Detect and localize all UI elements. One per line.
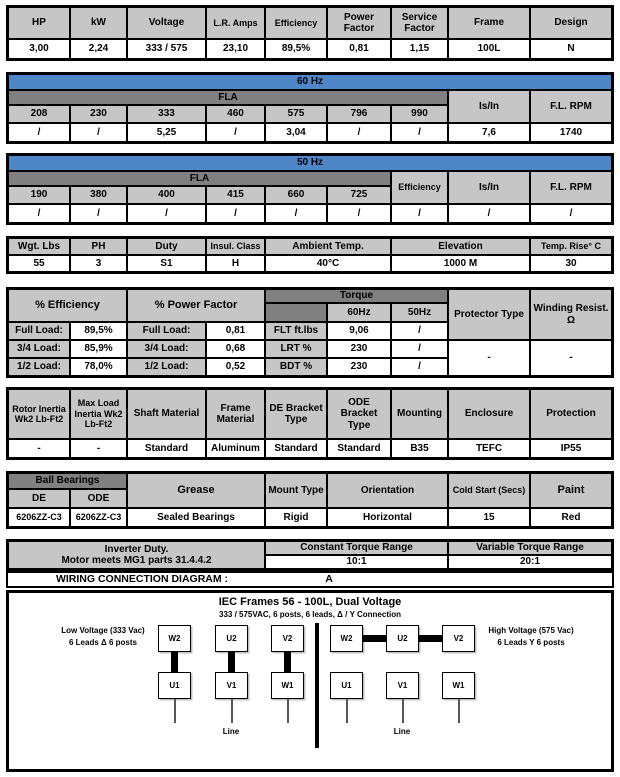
fla-50-value: / xyxy=(266,205,326,222)
shaft-material-value: Standard xyxy=(128,440,205,457)
paint-header: Paint xyxy=(531,474,611,507)
terminal-w2-low: W2 xyxy=(158,625,191,652)
fla-50-value: / xyxy=(128,205,205,222)
kw-value: 2,24 xyxy=(71,40,126,58)
terminal-v2-high: V2 xyxy=(442,625,475,652)
fla-50-volt: 190 xyxy=(9,187,69,203)
bdt-label: BDT % xyxy=(266,359,326,375)
isin-60-value: 7,6 xyxy=(449,124,529,141)
terminal-w2-high: W2 xyxy=(330,625,363,652)
fla-50-header: FLA xyxy=(9,172,390,185)
fla-50-value: / xyxy=(328,205,390,222)
fla-60-header: FLA xyxy=(9,91,447,104)
bdt-60hz-value: 230 xyxy=(328,359,390,375)
ball-bearings-title: Ball Bearings xyxy=(9,474,126,488)
line-lead xyxy=(287,699,289,723)
jumper-bar xyxy=(284,652,291,672)
ratings-table xyxy=(6,5,614,61)
fla-60-volt: 575 xyxy=(266,106,326,122)
enclosure-header: Enclosure xyxy=(449,390,529,438)
pf-12-load-value: 0,52 xyxy=(207,359,264,375)
paint-value: Red xyxy=(531,509,611,526)
line-lead xyxy=(346,699,348,723)
fla-50-value: / xyxy=(207,205,264,222)
hp-header: HP xyxy=(9,8,69,38)
hp-value: 3,00 xyxy=(9,40,69,58)
shorting-bar xyxy=(419,635,442,642)
pf-34-load-label: 3/4 Load: xyxy=(128,341,205,357)
fla-50-volt: 380 xyxy=(71,187,126,203)
bearings-table xyxy=(6,471,614,529)
power-factor-section-title: % Power Factor xyxy=(128,290,264,321)
fla-60-volt: 796 xyxy=(328,106,390,122)
ph-value: 3 xyxy=(71,256,126,271)
de-bearing-header: DE xyxy=(9,490,69,507)
protector-type-value: - xyxy=(449,341,529,375)
flrpm-50-value: / xyxy=(531,205,611,222)
mounting-value: B35 xyxy=(392,440,447,457)
jumper-bar xyxy=(228,652,235,672)
de-bearing-value: 6206ZZ-C3 xyxy=(9,509,69,526)
high-voltage-line2: 6 Leads Y 6 posts xyxy=(497,638,565,647)
grease-value: Sealed Bearings xyxy=(128,509,264,526)
cold-start-value: 15 xyxy=(449,509,529,526)
line-lead xyxy=(231,699,233,723)
fla-60-value: / xyxy=(207,124,264,141)
lr-amps-value: 23,10 xyxy=(207,40,264,58)
sixty-hz-title: 60 Hz xyxy=(9,75,611,89)
efficiency-value: 89,5% xyxy=(266,40,326,58)
duty-header: Duty xyxy=(128,239,205,254)
fla-60-value: 5,25 xyxy=(128,124,205,141)
ode-bracket-header: ODE Bracket Type xyxy=(328,390,390,438)
fla-60-volt: 990 xyxy=(392,106,447,122)
frame-header: Frame xyxy=(449,8,529,38)
de-bracket-value: Standard xyxy=(266,440,326,457)
fla-50-value: / xyxy=(9,205,69,222)
voltage-header: Voltage xyxy=(128,8,205,38)
ode-bearing-header: ODE xyxy=(71,490,126,507)
eff-34-load-value: 85,9% xyxy=(71,341,126,357)
efficiency-50-value: / xyxy=(392,205,447,222)
line-label-right: Line xyxy=(393,727,411,736)
frame-material-header: Frame Material xyxy=(207,390,264,438)
flrpm-50-header: F.L. RPM xyxy=(531,172,611,203)
eff-full-load-value: 89,5% xyxy=(71,323,126,339)
constant-torque-value: 10:1 xyxy=(266,556,447,568)
isin-50-header: Is/In xyxy=(449,172,529,203)
inverter-table xyxy=(6,539,614,571)
pf-full-load-label: Full Load: xyxy=(128,323,205,339)
eff-34-load-label: 3/4 Load: xyxy=(9,341,69,357)
efficiency-header: Efficiency xyxy=(266,8,326,38)
shorting-bar xyxy=(363,635,386,642)
power-factor-header: Power Factor xyxy=(328,8,390,38)
variable-torque-header: Variable Torque Range xyxy=(449,542,611,554)
pf-12-load-label: 1/2 Load: xyxy=(128,359,205,375)
high-voltage-label xyxy=(466,625,596,649)
jumper-bar xyxy=(171,652,178,672)
fla-50-value: / xyxy=(71,205,126,222)
lrt-50hz-value: / xyxy=(392,341,447,357)
enclosure-value: TEFC xyxy=(449,440,529,457)
lrt-60hz-value: 230 xyxy=(328,341,390,357)
insul-class-header: Insul. Class xyxy=(207,239,264,254)
power-factor-value: 0,81 xyxy=(328,40,390,58)
line-lead xyxy=(174,699,176,723)
service-factor-header: Service Factor xyxy=(392,8,447,38)
terminal-v1-high: V1 xyxy=(386,672,419,699)
torque-empty-cell xyxy=(266,304,326,321)
wiring-diagram xyxy=(6,590,614,772)
flt-label: FLT ft.lbs xyxy=(266,323,326,339)
inverter-duty-line2: Motor meets MG1 parts 31.4.4.2 xyxy=(61,555,212,566)
orientation-value: Horizontal xyxy=(328,509,447,526)
diagram-divider xyxy=(315,623,319,748)
mechanical-table xyxy=(6,387,614,460)
fla-50-volt: 400 xyxy=(128,187,205,203)
line-lead xyxy=(402,699,404,723)
elevation-value: 1000 M xyxy=(392,256,529,271)
efficiency-50-header: Efficiency xyxy=(392,172,447,203)
mount-type-value: Rigid xyxy=(266,509,326,526)
pf-34-load-value: 0,68 xyxy=(207,341,264,357)
flt-50hz-value: / xyxy=(392,323,447,339)
fla-60-value: / xyxy=(328,124,390,141)
fla-60-value: / xyxy=(71,124,126,141)
fla-60-volt: 230 xyxy=(71,106,126,122)
flrpm-60-header: F.L. RPM xyxy=(531,91,611,122)
terminal-u1-high: U1 xyxy=(330,672,363,699)
orientation-header: Orientation xyxy=(328,474,447,507)
mounting-header: Mounting xyxy=(392,390,447,438)
service-factor-value: 1,15 xyxy=(392,40,447,58)
design-value: N xyxy=(531,40,611,58)
diagram-title: IEC Frames 56 - 100L, Dual Voltage xyxy=(218,596,402,608)
duty-value: S1 xyxy=(128,256,205,271)
bdt-50hz-value: / xyxy=(392,359,447,375)
fla-50-volt: 725 xyxy=(328,187,390,203)
rotor-inertia-header: Rotor Inertia Wk2 Lb-Ft2 xyxy=(9,390,69,438)
fifty-hz-title: 50 Hz xyxy=(9,156,611,170)
lrt-label: LRT % xyxy=(266,341,326,357)
ode-bearing-value: 6206ZZ-C3 xyxy=(71,509,126,526)
de-bracket-header: DE Bracket Type xyxy=(266,390,326,438)
insul-class-value: H xyxy=(207,256,264,271)
terminal-v2-low: V2 xyxy=(271,625,304,652)
sixty-hz-table xyxy=(6,72,614,144)
ambient-temp-value: 40°C xyxy=(266,256,390,271)
torque-section-title: Torque xyxy=(266,290,447,302)
performance-table xyxy=(6,287,614,378)
max-load-inertia-header: Max Load Inertia Wk2 Lb-Ft2 xyxy=(71,390,126,438)
mount-type-header: Mount Type xyxy=(266,474,326,507)
fla-50-volt: 660 xyxy=(266,187,326,203)
inverter-duty-line1: Inverter Duty. xyxy=(104,543,169,555)
duty-table xyxy=(6,236,614,274)
grease-header: Grease xyxy=(128,474,264,507)
flt-60hz-value: 9,06 xyxy=(328,323,390,339)
eff-12-load-label: 1/2 Load: xyxy=(9,359,69,375)
ambient-temp-header: Ambient Temp. xyxy=(266,239,390,254)
fla-60-volt: 333 xyxy=(128,106,205,122)
shaft-material-header: Shaft Material xyxy=(128,390,205,438)
temp-rise-header: Temp. Rise° C xyxy=(531,239,611,254)
protection-value: IP55 xyxy=(531,440,611,457)
constant-torque-header: Constant Torque Range xyxy=(266,542,447,554)
flrpm-60-value: 1740 xyxy=(531,124,611,141)
fla-60-volt: 208 xyxy=(9,106,69,122)
fla-60-value: 3,04 xyxy=(266,124,326,141)
wiring-connection-row xyxy=(6,571,614,588)
cold-start-header: Cold Start (Secs) xyxy=(449,474,529,507)
diagram-subtitle: 333 / 575VAC, 6 posts, 6 leads, Δ / Y Connection xyxy=(219,610,401,619)
temp-rise-value: 30 xyxy=(531,256,611,271)
rotor-inertia-value: - xyxy=(9,440,69,457)
terminal-u1-low: U1 xyxy=(158,672,191,699)
terminal-u2-high: U2 xyxy=(386,625,419,652)
torque-60hz-header: 60Hz xyxy=(328,304,390,321)
eff-full-load-label: Full Load: xyxy=(9,323,69,339)
fifty-hz-table xyxy=(6,153,614,225)
line-label-left: Line xyxy=(222,727,240,736)
efficiency-section-title: % Efficiency xyxy=(9,290,126,321)
wiring-connection-value: A xyxy=(325,573,333,585)
lr-amps-header: L.R. Amps xyxy=(207,8,264,38)
fla-60-volt: 460 xyxy=(207,106,264,122)
low-voltage-line1: Low Voltage (333 Vac) xyxy=(61,626,145,635)
max-load-inertia-value: - xyxy=(71,440,126,457)
low-voltage-line2: 6 Leads Δ 6 posts xyxy=(69,638,137,647)
design-header: Design xyxy=(531,8,611,38)
variable-torque-value: 20:1 xyxy=(449,556,611,568)
wgt-value: 55 xyxy=(9,256,69,271)
isin-50-value: / xyxy=(449,205,529,222)
winding-resist-header: Winding Resist. Ω xyxy=(531,290,611,339)
fla-60-value: / xyxy=(9,124,69,141)
terminal-w1-high: W1 xyxy=(442,672,475,699)
pf-full-load-value: 0,81 xyxy=(207,323,264,339)
high-voltage-line1: High Voltage (575 Vac) xyxy=(488,626,574,635)
voltage-value: 333 / 575 xyxy=(128,40,205,58)
winding-resist-value: - xyxy=(531,341,611,375)
kw-header: kW xyxy=(71,8,126,38)
inverter-duty-cell xyxy=(9,542,264,568)
fla-50-volt: 415 xyxy=(207,187,264,203)
elevation-header: Elevation xyxy=(392,239,529,254)
low-voltage-label xyxy=(38,625,168,649)
fla-60-value: / xyxy=(392,124,447,141)
eff-12-load-value: 78,0% xyxy=(71,359,126,375)
ph-header: PH xyxy=(71,239,126,254)
ode-bracket-value: Standard xyxy=(328,440,390,457)
terminal-v1-low: V1 xyxy=(215,672,248,699)
protection-header: Protection xyxy=(531,390,611,438)
frame-value: 100L xyxy=(449,40,529,58)
line-lead xyxy=(458,699,460,723)
torque-50hz-header: 50Hz xyxy=(392,304,447,321)
terminal-w1-low: W1 xyxy=(271,672,304,699)
protector-type-header: Protector Type xyxy=(449,290,529,339)
frame-material-value: Aluminum xyxy=(207,440,264,457)
wgt-header: Wgt. Lbs xyxy=(9,239,69,254)
wiring-connection-label: WIRING CONNECTION DIAGRAM : xyxy=(55,573,229,585)
terminal-u2-low: U2 xyxy=(215,625,248,652)
isin-60-header: Is/In xyxy=(449,91,529,122)
